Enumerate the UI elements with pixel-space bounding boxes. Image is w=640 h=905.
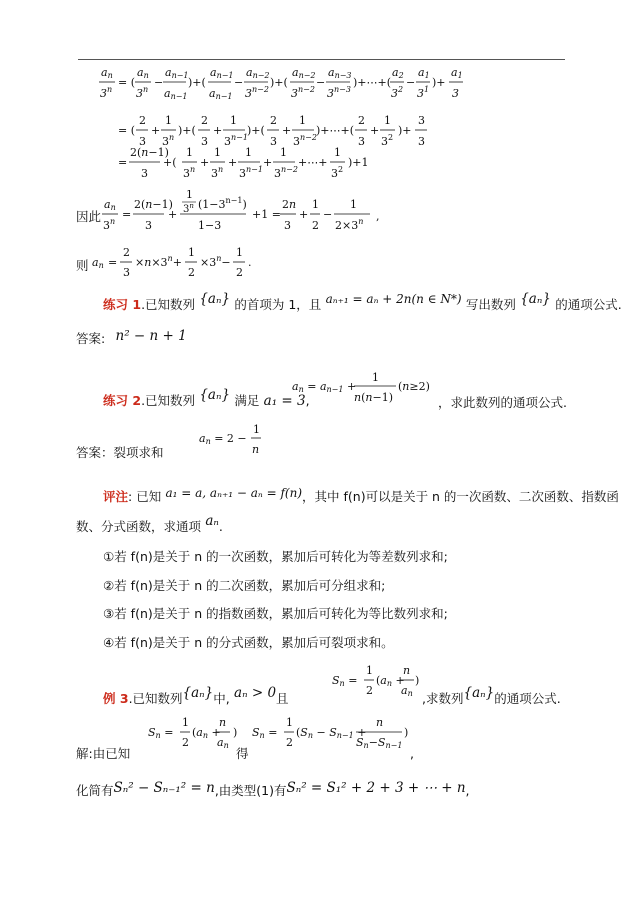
simplify-mid: ,由类型(1)有 — [214, 783, 287, 798]
svg-text:=: = — [108, 256, 118, 269]
svg-text:2(n−1): 2(n−1) — [134, 198, 173, 211]
svg-text:Sn =: Sn = — [252, 726, 278, 740]
exercise-2-label: 练习 2 — [103, 393, 142, 408]
svg-text:1: 1 — [230, 114, 237, 127]
svg-text:−: − — [323, 208, 333, 221]
svg-text:+: + — [282, 124, 292, 137]
svg-text:=: = — [122, 208, 132, 221]
exercise-1 — [103, 291, 622, 314]
svg-text:)+(: )+( — [270, 76, 288, 89]
svg-text:2: 2 — [182, 736, 189, 749]
svg-text:+: + — [213, 124, 223, 137]
comment-item-1: ①若 f(n)是关于 n 的一次函数，累加后可转化为等差数列求和; — [103, 549, 448, 564]
simplify-formula-2: Sₙ² = S₁² + 2 + 3 + ⋯ + n — [286, 780, 466, 796]
svg-text:1: 1 — [253, 423, 260, 436]
svg-text:3: 3 — [141, 167, 148, 180]
svg-text:an: an — [217, 736, 229, 750]
simplify-line — [76, 782, 470, 800]
svg-text:3: 3 — [123, 266, 130, 279]
svg-text:Sn =: Sn = — [148, 726, 174, 740]
example-3-tail — [422, 685, 561, 708]
svg-text:2: 2 — [286, 736, 293, 749]
svg-text:Sn =: Sn = — [332, 674, 358, 688]
exercise-1-answer-label: 答案: — [76, 331, 106, 346]
solution-prefix: 解:由已知 — [76, 746, 131, 761]
exercise-1-recurrence: aₙ₊₁ = aₙ + 2n(n ∈ N*) — [325, 292, 462, 306]
derivation-line-1 — [99, 66, 463, 101]
svg-text:.: . — [248, 256, 252, 269]
svg-text:+(: +( — [163, 156, 177, 169]
solution-formula-1 — [146, 712, 246, 756]
comment-text-c: 数、分式函数，求通项 — [76, 519, 202, 534]
svg-text:an: an — [104, 198, 116, 212]
svg-text:1: 1 — [286, 716, 293, 729]
svg-text:3n: 3$^n$ — [103, 217, 116, 232]
svg-text:3: 3 — [418, 114, 425, 127]
example-3-label: 例 3 — [103, 691, 129, 706]
then-equation — [90, 240, 310, 280]
svg-text:3n−1: $3^{n-1}$ — [224, 133, 248, 148]
svg-text:a1: a1 — [451, 66, 463, 80]
exercise-2-answer-label: 答案：裂项求和 — [76, 445, 164, 460]
svg-text:2: 2 — [270, 114, 277, 127]
example-3-set-2: {aₙ} — [463, 685, 495, 701]
simplify-prefix: 化简有 — [76, 783, 114, 798]
svg-text:1: 1 — [188, 246, 195, 259]
comment-text-a: : 已知 — [128, 489, 162, 504]
example-3-set: {aₙ} — [182, 685, 214, 701]
exercise-2-text-a: .已知数列 — [141, 393, 196, 408]
svg-text:3n: 3$^n$ — [136, 85, 149, 100]
svg-text:): ) — [415, 674, 420, 687]
svg-text:3n−2: $3^{n-2}$ — [245, 85, 269, 100]
svg-text:3n: 3$^n$ — [162, 133, 175, 148]
example-3-text-b: 中, — [213, 691, 230, 706]
svg-text:(1−3n−1): $(1-3^{n-1})$ — [198, 196, 247, 211]
exercise-1-text-b: 的首项为 1，且 — [234, 297, 322, 312]
svg-text:an−1: an−1 — [165, 66, 189, 80]
svg-text:3: 3 — [358, 135, 365, 148]
svg-text:an: an — [101, 66, 113, 80]
svg-text:−: − — [406, 76, 416, 89]
solution-mid: 得 — [236, 746, 249, 761]
svg-text:−: − — [234, 76, 244, 89]
example-3 — [103, 685, 289, 708]
comment-text-d: . — [218, 519, 223, 534]
exercise-2-answer — [197, 420, 267, 460]
svg-text:an−1: an−1 — [209, 87, 233, 101]
svg-text:n: n — [403, 664, 411, 677]
svg-text:1: 1 — [236, 246, 243, 259]
svg-text:Sn−Sn−1: Sn−Sn−1 — [356, 736, 403, 750]
svg-text:n: n — [252, 443, 260, 456]
svg-text:2n: 2n — [282, 198, 297, 211]
svg-text:1: 1 — [312, 198, 319, 211]
svg-text:3: 3 — [270, 135, 277, 148]
svg-text:= (: = ( — [118, 76, 136, 89]
svg-text:1: 1 — [186, 190, 193, 201]
svg-text:1: 1 — [245, 146, 252, 159]
svg-text:1−3: 1−3 — [198, 219, 222, 232]
svg-text:2: 2 — [201, 114, 208, 127]
svg-text:2: 2 — [188, 266, 195, 279]
solution-end: , — [410, 746, 414, 761]
svg-text:3: 3 — [418, 135, 425, 148]
comment-formula: a₁ = a, aₙ₊₁ − aₙ = f(n) — [165, 486, 303, 500]
exercise-1-label: 练习 1 — [103, 297, 142, 312]
svg-text:(an +: (an + — [192, 726, 221, 740]
svg-text:an: an — [92, 256, 104, 270]
exercise-1-text-c: 写出数列 — [465, 297, 516, 312]
svg-text:an: an — [401, 684, 413, 698]
derivation-line-2 — [118, 114, 427, 148]
then-prefix: 则 — [76, 258, 89, 273]
svg-text:(n≥2): (n≥2) — [398, 380, 430, 393]
svg-text:1: 1 — [372, 371, 379, 384]
svg-text:2: 2 — [139, 114, 146, 127]
svg-text:an−2: an−2 — [246, 66, 270, 80]
svg-text:−: − — [316, 76, 326, 89]
comment — [103, 488, 619, 506]
exercise-2-condition: a₁ = 3 — [263, 393, 306, 409]
exercise-1-text-a: .已知数列 — [141, 297, 196, 312]
svg-text:1: 1 — [366, 664, 373, 677]
svg-text:1: 1 — [186, 146, 193, 159]
exercise-1-set: {aₙ} — [199, 291, 231, 307]
svg-text:+: + — [200, 156, 210, 169]
svg-text:1: 1 — [182, 716, 189, 729]
solution-formula-2 — [250, 712, 420, 756]
svg-text:3: 3 — [145, 219, 152, 232]
svg-text:+: + — [151, 124, 161, 137]
svg-text:1: 1 — [384, 114, 391, 127]
svg-text:+1 =: +1 = — [252, 208, 281, 221]
therefore-suffix: , — [376, 210, 380, 223]
svg-text:32: $3^2$ — [331, 165, 344, 180]
svg-text:)+: )+ — [432, 76, 446, 89]
svg-text:an−1: an−1 — [210, 66, 234, 80]
exercise-1-answer — [76, 330, 187, 348]
comment-label: 评注 — [103, 489, 129, 504]
simplify-formula-1: Sₙ² − Sₙ₋₁² = n — [113, 780, 215, 796]
svg-text:32: $3^2$ — [391, 85, 404, 100]
svg-text:+: + — [263, 156, 273, 169]
svg-text:an−3: an−3 — [328, 66, 352, 80]
therefore-prefix: 因此 — [76, 209, 102, 224]
svg-text:): ) — [404, 726, 409, 739]
svg-text:3n: 3$^n$ — [100, 85, 113, 100]
svg-text:1: 1 — [299, 114, 306, 127]
svg-text:3n−2: $3^{n-2}$ — [291, 85, 315, 100]
svg-text:(an +: (an + — [376, 674, 405, 688]
svg-text:=: = — [118, 156, 128, 169]
svg-text:an: an — [137, 66, 149, 80]
svg-text:31: $3^1$ — [417, 85, 430, 100]
svg-text:+: + — [168, 208, 178, 221]
svg-text:3: 3 — [139, 135, 146, 148]
simplify-end: , — [465, 783, 470, 798]
exercise-2-text-d: ，求此数列的通项公式. — [438, 395, 567, 410]
svg-text:)+⋯+(: )+⋯+( — [316, 124, 355, 137]
comment-item-4: ④若 f(n)是关于 n 的分式函数，累加后可裂项求和。 — [103, 635, 394, 650]
example-3-text-a: .已知数列 — [128, 691, 183, 706]
svg-text:2: 2 — [236, 266, 243, 279]
exercise-1-set-2: {aₙ} — [520, 291, 551, 307]
svg-text:an = 2 −: an = 2 − — [199, 432, 247, 446]
exercise-2 — [103, 387, 310, 410]
svg-text:)+: )+ — [398, 124, 412, 137]
svg-text:3n−1: $3^{n-1}$ — [239, 165, 263, 180]
svg-text:n(n−1): n(n−1) — [354, 391, 393, 404]
exercise-1-answer-value: n² − n + 1 — [115, 328, 187, 344]
svg-text:)+⋯+(: )+⋯+( — [353, 76, 392, 89]
svg-text:3: 3 — [201, 135, 208, 148]
svg-text:= (: = ( — [118, 124, 136, 137]
svg-text:3n: 3$^n$ — [211, 165, 224, 180]
exercise-2-text-b: 满足 — [234, 393, 260, 408]
svg-text:an−1: an−1 — [164, 87, 188, 101]
svg-text:3: 3 — [452, 87, 459, 100]
example-3-text-d: ,求数列 — [422, 691, 464, 706]
svg-text:a1: a1 — [418, 66, 430, 80]
svg-text:an−2: an−2 — [292, 66, 316, 80]
svg-text:−: − — [154, 76, 164, 89]
svg-text:)+(: )+( — [247, 124, 265, 137]
svg-text:+: + — [299, 208, 309, 221]
svg-text:): ) — [233, 726, 238, 739]
svg-text:32: $3^2$ — [381, 133, 394, 148]
svg-text:1: 1 — [214, 146, 221, 159]
svg-text:1: 1 — [350, 198, 357, 211]
svg-text:2: 2 — [366, 684, 373, 697]
svg-text:3: 3 — [284, 219, 291, 232]
svg-text:n: n — [376, 716, 384, 729]
svg-text:+⋯+: +⋯+ — [298, 156, 328, 169]
svg-text:an = an−1 +: an = an−1 + — [292, 380, 357, 394]
svg-text:×3n−: $\times 3^n-$ — [200, 254, 231, 269]
svg-text:3n−3: $3^{n-3}$ — [327, 85, 351, 100]
exercise-2-set: {aₙ} — [199, 387, 231, 403]
svg-text:)+1: )+1 — [348, 156, 369, 169]
svg-text:1: 1 — [165, 114, 172, 127]
exercise-2-text-c: , — [305, 393, 310, 408]
derivation-line-3 — [118, 146, 369, 180]
example-3-text-c: 且 — [276, 691, 289, 706]
svg-text:a2: a2 — [392, 66, 404, 80]
svg-text:(Sn − Sn−1 +: (Sn − Sn−1 + — [296, 726, 367, 740]
svg-text:2: 2 — [312, 219, 319, 232]
svg-text:2: 2 — [358, 114, 365, 127]
svg-text:1: 1 — [280, 146, 287, 159]
svg-text:)+(: )+( — [188, 76, 206, 89]
svg-text:3n: 3$^n$ — [183, 165, 196, 180]
comment-text-b: ，其中 f(n)可以是关于 n 的一次函数、二次函数、指数函 — [302, 489, 619, 504]
example-3-text-e: 的通项公式. — [494, 691, 561, 706]
svg-text:1: 1 — [334, 146, 341, 159]
svg-text:+: + — [228, 156, 238, 169]
svg-text:3n: 3$^n$ — [183, 202, 194, 215]
example-3-formula — [330, 660, 420, 704]
exercise-2-recurrence — [290, 370, 430, 410]
svg-text:3n−2: $3^{n-2}$ — [293, 133, 317, 148]
svg-text:2×3n: $2\times 3^n$ — [335, 217, 364, 232]
svg-text:)+(: )+( — [178, 124, 196, 137]
exercise-1-text-d: 的通项公式. — [555, 297, 622, 312]
svg-text:2(n−1): 2(n−1) — [130, 146, 169, 159]
example-3-condition: aₙ > 0 — [234, 685, 277, 701]
svg-text:n: n — [219, 716, 227, 729]
comment-cont — [76, 513, 223, 536]
comment-item-2: ②若 f(n)是关于 n 的二次函数，累加后可分组求和; — [103, 578, 386, 593]
comment-term: aₙ — [205, 513, 219, 529]
svg-text:×n×3n+: $\times n\times 3^n+$ — [135, 254, 182, 269]
svg-text:3n−2: $3^{n-2}$ — [274, 165, 298, 180]
svg-text:+: + — [370, 124, 380, 137]
comment-item-3: ③若 f(n)是关于 n 的指数函数，累加后可转化为等比数列求和; — [103, 606, 448, 621]
svg-text:2: 2 — [123, 246, 130, 259]
